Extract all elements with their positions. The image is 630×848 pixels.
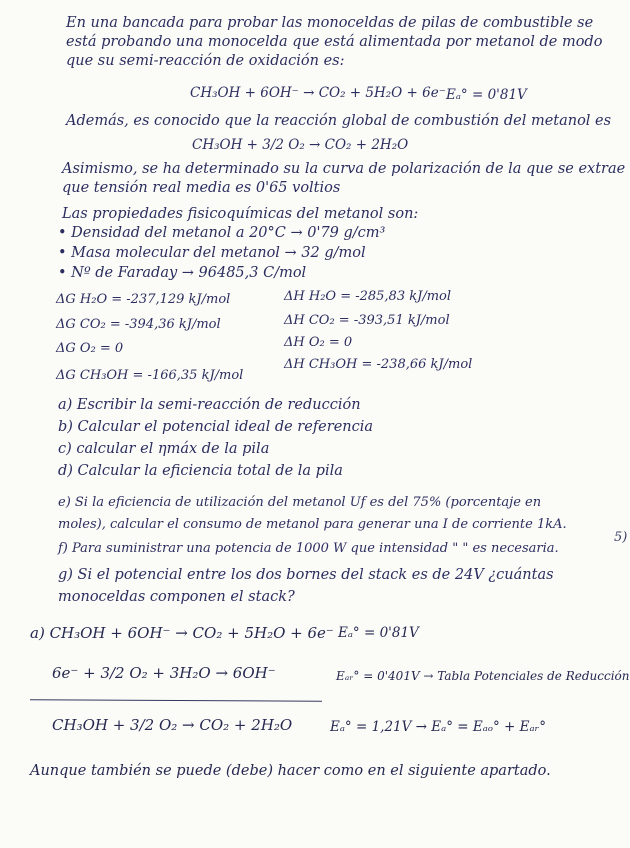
solution-footer-note: Aunque también se puede (debe) hacer como en el siguiente apartado. [30, 763, 551, 779]
solution-global-potential: Eₐ° = 1,21V → Eₐ° = Eₐₒ° + Eₐᵣ° [330, 719, 546, 735]
question-f: f) Para suministrar una potencia de 1000 W que intensidad " " es necesaria. [58, 541, 559, 556]
solution-reduction-reaction: 6e⁻ + 3/2 O₂ + 3H₂O → 6OH⁻ [52, 664, 276, 682]
question-g-line-1: g) Si el potencial entre los dos bornes del stack es de 24V ¿cuántas [58, 567, 554, 583]
question-b: b) Calcular el potencial ideal de referencia [58, 419, 374, 435]
enthalpy-co2: ΔH CO₂ = -393,51 kJ/mol [284, 313, 450, 328]
question-e-line-1: e) Si la eficiencia de utilización del metanol Uf es del 75% (porcentaje en [58, 495, 542, 510]
question-a: a) Escribir la semi-reacción de reducción [58, 397, 361, 413]
solution-oxidation-potential: Eₐ° = 0'81V [338, 625, 419, 641]
sum-divider [30, 699, 322, 702]
intro-line-3: que su semi-reacción de oxidación es: [66, 53, 345, 69]
solution-global-reaction: CH₃OH + 3/2 O₂ → CO₂ + 2H₂O [52, 716, 293, 734]
intro-line-2: está probando una monocelda que está alimentada por metanol de modo [66, 34, 603, 50]
gibbs-ch3oh: ΔG CH₃OH = -166,35 kJ/mol [56, 368, 244, 383]
question-g-line-2: monoceldas componen el stack? [58, 589, 295, 605]
question-d: d) Calcular la eficiencia total de la pila [58, 463, 343, 479]
combustion-intro: Además, es conocido que la reacción global de combustión del metanol es [66, 113, 612, 129]
polarization-line-1: Asimismo, se ha determinado su la curva de polarización de la que se extrae [62, 161, 626, 177]
solution-reduction-potential: Eₐᵣ° = 0'401V → Tabla Potenciales de Reducción [336, 669, 630, 683]
intro-line-1: En una bancada para probar las monoceldas de pilas de combustible se [66, 15, 594, 31]
gibbs-o2: ΔG O₂ = 0 [56, 341, 124, 356]
question-e-line-2: moles), calcular el consumo de metanol para generar una I de corriente 1kA. [58, 517, 567, 532]
question-c: c) calcular el ηmáx de la pila [58, 441, 270, 457]
enthalpy-o2: ΔH O₂ = 0 [284, 335, 353, 350]
oxidation-potential: Eₐ° = 0'81V [446, 87, 527, 103]
property-density: • Densidad del metanol a 20°C → 0'79 g/cm³ [58, 225, 386, 241]
property-molar-mass: • Masa molecular del metanol → 32 g/mol [58, 245, 366, 261]
gibbs-co2: ΔG CO₂ = -394,36 kJ/mol [56, 317, 221, 332]
polarization-line-2: que tensión real media es 0'65 voltios [62, 180, 341, 196]
oxidation-reaction: CH₃OH + 6OH⁻ → CO₂ + 5H₂O + 6e⁻ [190, 85, 446, 101]
gibbs-h2o: ΔG H₂O = -237,129 kJ/mol [56, 292, 231, 307]
combustion-reaction: CH₃OH + 3/2 O₂ → CO₂ + 2H₂O [192, 137, 409, 153]
enthalpy-ch3oh: ΔH CH₃OH = -238,66 kJ/mol [284, 357, 473, 372]
solution-oxidation-reaction: a) CH₃OH + 6OH⁻ → CO₂ + 5H₂O + 6e⁻ [30, 624, 334, 642]
property-faraday: • Nº de Faraday → 96485,3 C/mol [58, 265, 307, 281]
properties-intro: Las propiedades fisicoquímicas del metanol son: [62, 206, 419, 222]
margin-mark: 5) [614, 530, 628, 545]
enthalpy-h2o: ΔH H₂O = -285,83 kJ/mol [284, 289, 452, 304]
